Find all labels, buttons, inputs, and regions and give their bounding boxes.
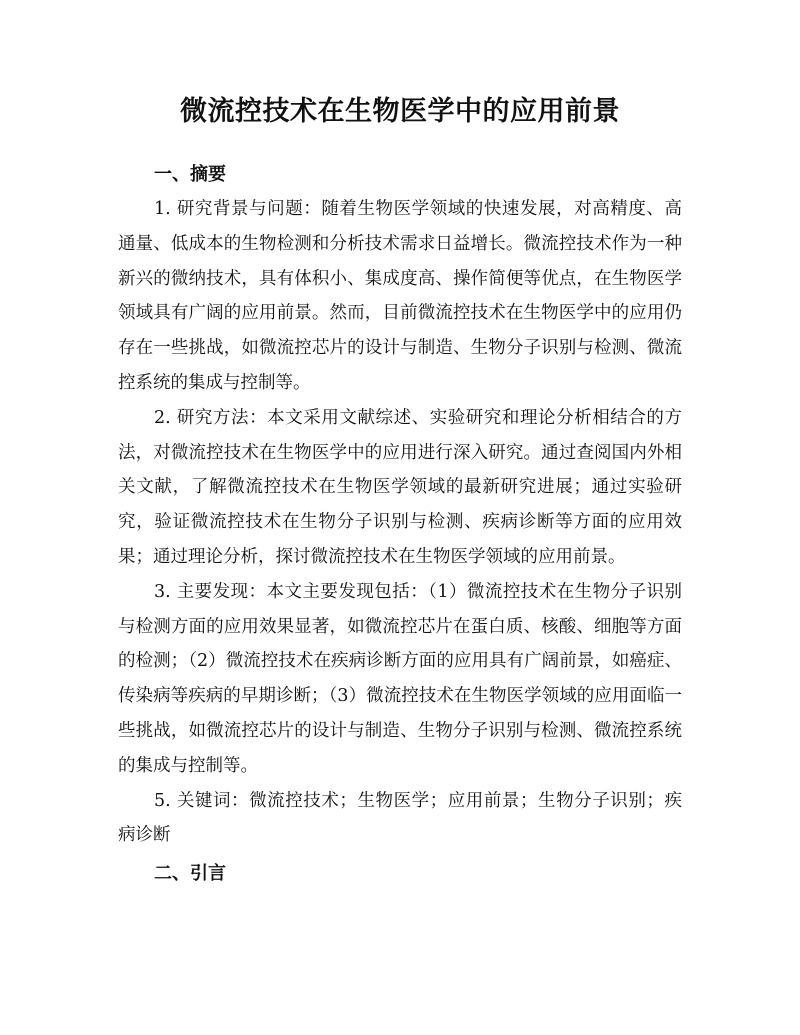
- abstract-paragraph-background: 1. 研究背景与问题：随着生物医学领域的快速发展，对高精度、高通量、低成本的生物检测和分析技术需求日益增长。微流控技术作为一种新兴的微纳技术，具有体积小、集成度高、操作简便等优点，在生物医学领域具有广阔的应用前景。然而，目前微流控技术在生物医学中的应用仍存在一些挑战，如微流控芯片的设计与制造、生物分子识别与检测、微流控系统的集成与控制等。: [118, 199, 682, 393]
- section-heading-abstract: 一、摘要: [154, 164, 226, 185]
- document-title: 微流控技术在生物医学中的应用前景: [180, 96, 620, 127]
- abstract-paragraph-keywords: 5. 关键词：微流控技术；生物医学；应用前景；生物分子识别；疾病诊断: [118, 790, 682, 846]
- section-heading-introduction: 二、引言: [154, 863, 226, 885]
- document-page: [118, 92, 682, 891]
- abstract-paragraph-findings: 3. 主要发现：本文主要发现包括：（1）微流控技术在生物分子识别与检测方面的应用效果显著，如微流控芯片在蛋白质、核酸、细胞等方面的检测；（2）微流控技术在疾病诊断方面的应用具有广阔前景，如癌症、传染病等疾病的早期诊断；（3）微流控技术在生物医学领域的应用面临一些挑战，如微流控芯片的设计与制造、生物分子识别与检测、微流控系统的集成与控制等。: [118, 581, 682, 776]
- abstract-paragraph-methods: 2. 研究方法：本文采用文献综述、实验研究和理论分析相结合的方法，对微流控技术在生物医学中的应用进行深入研究。通过查阅国内外相关文献，了解微流控技术在生物医学领域的最新研究进展；通过实验研究，验证微流控技术在生物分子识别与检测、疾病诊断等方面的应用效果；通过理论分析，探讨微流控技术在生物医学领域的应用前景。: [118, 407, 682, 567]
